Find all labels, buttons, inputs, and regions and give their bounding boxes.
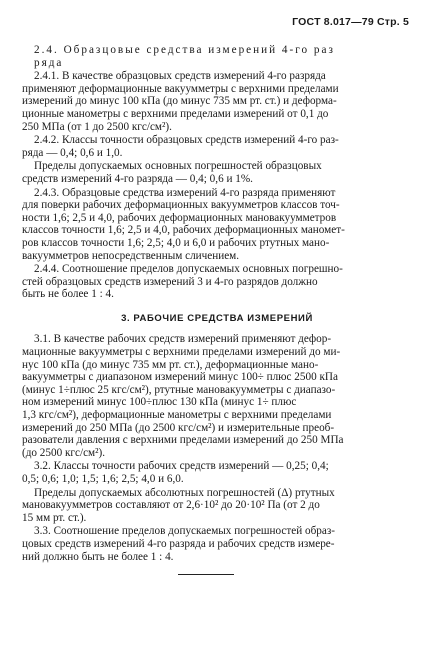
text-line: ний должно быть не более 1 : 4. xyxy=(22,550,174,563)
paragraph-2-4-4 xyxy=(22,263,412,301)
text-line: вакуумметры с диапазоном измерений минус 100÷ плюс 2500 кПа xyxy=(22,371,338,384)
paragraph-limits xyxy=(22,160,412,185)
text-line: быть не более 1 : 4. xyxy=(22,288,114,301)
text-line: 250 МПа (от 1 до 2500 кгс/см²). xyxy=(22,120,172,133)
paragraph-3-1 xyxy=(22,333,412,459)
text-line: для поверки рабочих деформационных вакуумметров классов точ- xyxy=(22,199,340,212)
text-line: ряда — 0,4; 0,6 и 1,0. xyxy=(22,146,123,159)
text-line: применяют деформационные вакуумметры с верхними пределами xyxy=(22,82,339,95)
paragraph-2-4-2 xyxy=(22,134,412,159)
text-line: Пределы допускаемых абсолютных погрешностей (Δ) ртутных xyxy=(34,486,335,499)
section-heading: 3. РАБОЧИЕ СРЕДСТВА ИЗМЕРЕНИЙ xyxy=(121,312,313,324)
text-line: 3.2. Классы точности рабочих средств измерений — 0,25; 0,4; xyxy=(34,460,329,473)
text-line: 2.4.4. Соотношение пределов допускаемых основных погрешно- xyxy=(34,263,343,276)
text-line: измерений до минус 100 кПа (до минус 735 мм рт. ст.) и деформа- xyxy=(22,95,337,108)
text-line: ряда xyxy=(34,56,64,69)
text-line: 1,3 кгс/см²), деформационные манометры с верхними пределами xyxy=(22,409,332,422)
page-header: ГОСТ 8.017—79 Стр. 5 xyxy=(292,16,409,28)
text-line: мационные вакуумметры с верхними пределами измерений до ми- xyxy=(22,346,341,359)
text-line: разователи давления с верхними пределами измерений до 250 МПа xyxy=(22,434,344,447)
paragraph-abs-errors xyxy=(22,487,412,525)
text-line: 15 мм рт. ст.). xyxy=(22,511,87,524)
text-line: нус 100 кПа (до минус 735 мм рт. ст.), деформационные мано- xyxy=(22,358,319,371)
text-line: 2.4.2. Классы точности образцовых средств измерений 4-го раз- xyxy=(34,134,339,147)
text-line: ров классов точности 1,6; 2,5; 4,0 и 6,0 и рабочих ртутных мано- xyxy=(22,236,330,249)
text-line: ционные манометры с верхними пределами измерений от 0,1 до xyxy=(22,107,329,120)
paragraph-3-2 xyxy=(22,460,412,485)
paragraph-3-3 xyxy=(22,525,412,563)
text-line: 3.1. В качестве рабочих средств измерений применяют дефор- xyxy=(34,333,332,346)
text-line: классов точности 1,6; 2,5 и 4,0, рабочих деформационных маномет- xyxy=(22,224,345,237)
text-line: измерений до 250 МПа (до 2500 кгс/см²) и измерительные преоб- xyxy=(22,421,335,434)
paragraph-2-4 xyxy=(22,44,412,69)
text-line: ности 1,6; 2,5 и 4,0, рабочих деформационных мановакуумметров xyxy=(22,211,337,224)
text-line: 2.4.3. Образцовые средства измерений 4-го разряда применяют xyxy=(34,186,336,199)
paragraph-2-4-1 xyxy=(22,70,412,133)
text-line: 3.3. Соотношение пределов допускаемых погрешностей образ- xyxy=(34,525,335,538)
text-line: 2.4.1. В качестве образцовых средств измерений 4-го разряда xyxy=(34,70,326,83)
text-line: ном измерений минус 100÷плюс 130 кПа (минус 1÷ плюс xyxy=(22,396,297,409)
text-line: цовых средств измерений 4-го разряда и рабочих средств измере- xyxy=(22,537,335,550)
end-rule xyxy=(178,574,234,575)
text-line: мановакуумметров составляют от 2,6·10² до 20·10² Па (от 2 до xyxy=(22,499,320,512)
text-line: 0,5; 0,6; 1,0; 1,5; 1,6; 2,5; 4,0 и 6,0. xyxy=(22,473,184,485)
paragraph-2-4-3 xyxy=(22,187,412,263)
text-line: Пределы допускаемых основных погрешностей образцовых xyxy=(34,160,322,173)
text-line: вакуумметров непосредственным сличением. xyxy=(22,249,240,262)
text-line: 2.4. Образцовые средства измерений 4-го раз xyxy=(34,44,335,56)
text-line: (до 2500 кгс/см²). xyxy=(22,446,105,459)
document-body xyxy=(22,44,412,564)
text-line: (минус 1÷плюс 25 кгс/см²), ртутные мановакуумметры с диапазо- xyxy=(22,383,336,396)
text-line: средств измерений 4-го разряда — 0,4; 0,6 и 1%. xyxy=(22,172,253,185)
text-line: стей образцовых средств измерений 3 и 4-го разрядов должно xyxy=(22,275,318,288)
